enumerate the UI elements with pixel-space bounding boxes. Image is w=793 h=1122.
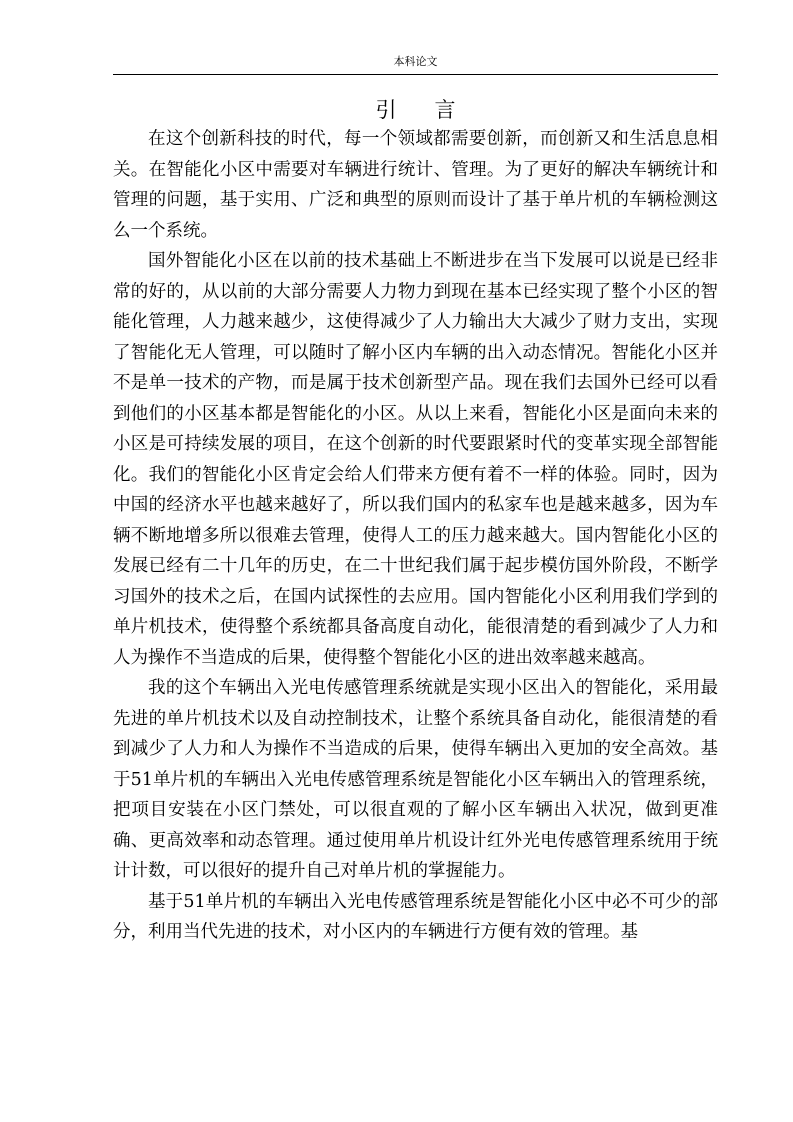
paragraph: 我的这个车辆出入光电传感管理系统就是实现小区出入的智能化，采用最先进的单片机技术以及自动控制技术，让整个系统具备自动化，能很清楚的看到减少了人力和人为操作不当造成的后果，使得车辆出入更加的安全高效。基于51单片机的车辆出入光电传感管理系统是智能化小区车辆出入的管理系统，把项目安装在小区门禁处，可以很直观的了解小区车辆出入状况，做到更准确、更高效率和动态管理。通过使用单片机设计红外光电传感管理系统用于统计计数，可以很好的提升自己对单片机的掌握能力。 xyxy=(113,678,718,881)
header-text: 本科论文 xyxy=(393,55,438,68)
section-title: 引言 xyxy=(375,98,494,122)
paragraph: 基于51单片机的车辆出入光电传感管理系统是智能化小区中必不可少的部分，利用当代先进的技术，对小区内的车辆进行方便有效的管理。基 xyxy=(113,891,718,942)
body-text xyxy=(113,124,718,948)
paragraph: 在这个创新科技的时代，每一个领域都需要创新，而创新又和生活息息相关。在智能化小区中需要对车辆进行统计、管理。为了更好的解决车辆统计和管理的问题，基于实用、广泛和典型的原则而设计了基于单片机的车辆检测这么一个系统。 xyxy=(113,129,718,241)
paragraph: 国外智能化小区在以前的技术基础上不断进步在当下发展可以说是已经非常的好的，从以前的大部分需要人力物力到现在基本已经实现了整个小区的智能化管理，人力越来越少，这使得减少了人力输出大大减少了财力支出，实现了智能化无人管理，可以随时了解小区内车辆的出入动态情况。智能化小区并不是单一技术的产物，而是属于技术创新型产品。现在我们去国外已经可以看到他们的小区基本都是智能化的小区。从以上来看，智能化小区是面向未来的小区是可持续发展的项目，在这个创新的时代要跟紧时代的变革实现全部智能化。我们的智能化小区肯定会给人们带来方便有着不一样的体验。同时，因为中国的经济水平也越来越好了，所以我们国内的私家车也是越来越多，因为车辆不断地增多所以很难去管理，使得人工的压力越来越大。国内智能化小区的发展已经有二十几年的历史，在二十世纪我们属于起步模仿国外阶段，不断学习国外的技术之后，在国内试探性的去应用。国内智能化小区利用我们学到的单片机技术，使得整个系统都具备高度自动化，能很清楚的看到减少了人力和人为操作不当造成的后果，使得整个智能化小区的进出效率越来越高。 xyxy=(113,251,718,668)
page-header xyxy=(113,54,718,75)
